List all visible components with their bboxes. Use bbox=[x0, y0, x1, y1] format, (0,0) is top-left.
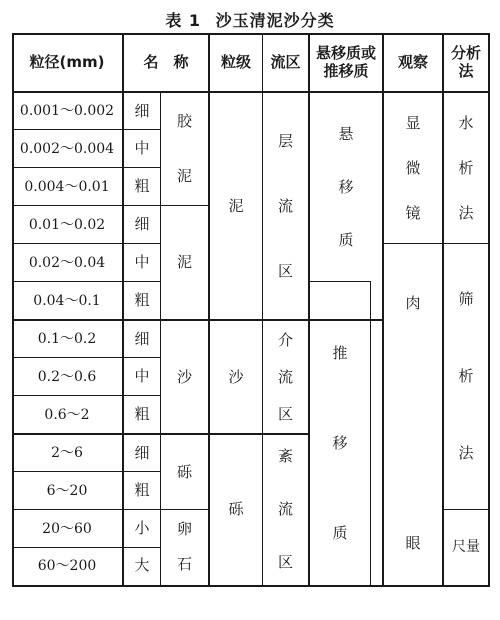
transport-suspended bbox=[310, 93, 382, 281]
name-cobble bbox=[161, 510, 208, 583]
flow-char: 紊 bbox=[277, 446, 293, 465]
subclass-cell: 细 bbox=[134, 101, 150, 120]
size-cell: 0.2～0.6 bbox=[37, 368, 97, 385]
flow-char: 层 bbox=[277, 131, 293, 150]
flow-char: 流 bbox=[277, 499, 293, 518]
grade-gravel: 砾 bbox=[228, 499, 244, 518]
header-observe: 观察 bbox=[397, 52, 428, 71]
size-cell: 6～20 bbox=[46, 482, 88, 499]
table-caption bbox=[0, 8, 500, 31]
header-transport-line1: 悬移质或 bbox=[315, 43, 376, 62]
flow-char: 区 bbox=[277, 552, 293, 571]
name-char: 石 bbox=[176, 554, 192, 573]
observe-naked-eye bbox=[384, 263, 442, 583]
observe-char: 肉 bbox=[405, 293, 421, 312]
flow-laminar bbox=[263, 93, 308, 319]
subclass-cell: 粗 bbox=[134, 481, 150, 499]
caption-number: 表 1 bbox=[165, 11, 202, 30]
method-char: 筛 bbox=[458, 290, 474, 308]
name-char: 泥 bbox=[176, 167, 192, 185]
name-gravel: 砾 bbox=[176, 462, 192, 481]
flow-char: 介 bbox=[277, 330, 293, 349]
subclass-cell: 粗 bbox=[134, 291, 150, 309]
size-cell: 0.004～0.01 bbox=[24, 178, 110, 195]
subclass-cell: 中 bbox=[134, 139, 150, 157]
header-method-line2: 法 bbox=[458, 61, 474, 80]
size-cell: 0.1～0.2 bbox=[37, 331, 97, 347]
caption-title: 沙玉清泥沙分类 bbox=[215, 11, 335, 30]
header-grade: 粒级 bbox=[220, 52, 251, 71]
method-water bbox=[444, 93, 488, 243]
observe-char: 眼 bbox=[405, 533, 421, 552]
subclass-cell: 大 bbox=[134, 556, 150, 574]
size-cell: 60～200 bbox=[37, 557, 97, 574]
subclass-cell: 小 bbox=[134, 519, 150, 537]
transport-char: 质 bbox=[332, 523, 348, 542]
transport-char: 移 bbox=[332, 433, 348, 452]
header-size: 粒径(mm) bbox=[29, 52, 105, 71]
grade-mud: 泥 bbox=[228, 196, 244, 215]
transport-char: 质 bbox=[338, 230, 354, 249]
flow-char: 区 bbox=[277, 261, 293, 280]
subclass-cell: 细 bbox=[134, 329, 150, 348]
name-colloid-mud bbox=[161, 93, 208, 205]
subclass-cell: 细 bbox=[134, 443, 150, 462]
transport-char: 移 bbox=[338, 177, 354, 196]
name-mud: 泥 bbox=[176, 253, 192, 271]
size-cell: 0.001～0.002 bbox=[19, 103, 115, 119]
observe-char: 镜 bbox=[405, 203, 421, 222]
subclass-cell: 细 bbox=[134, 215, 150, 233]
size-cell: 0.02～0.04 bbox=[28, 254, 106, 271]
method-char: 水 bbox=[458, 113, 474, 132]
transport-char: 悬 bbox=[338, 124, 354, 143]
flow-transition bbox=[263, 321, 308, 433]
observe-char: 显 bbox=[405, 113, 421, 132]
header-transport bbox=[310, 33, 382, 91]
transport-rule bbox=[370, 281, 371, 585]
observe-microscope bbox=[384, 93, 442, 243]
subclass-cell: 粗 bbox=[134, 177, 150, 195]
header-flow: 流区 bbox=[270, 52, 301, 71]
flow-char: 流 bbox=[277, 196, 293, 215]
transport-char: 推 bbox=[332, 343, 348, 362]
header-transport-line2: 推移质 bbox=[323, 61, 369, 80]
sediment-classification-table bbox=[12, 33, 488, 585]
subclass-cell: 粗 bbox=[134, 405, 150, 423]
grade-sand: 沙 bbox=[228, 367, 244, 386]
name-char: 胶 bbox=[176, 112, 192, 130]
size-cell: 0.002～0.004 bbox=[19, 140, 115, 157]
size-cell: 20～60 bbox=[42, 520, 92, 537]
subclass-cell: 中 bbox=[134, 253, 150, 271]
transport-bedload bbox=[310, 303, 370, 583]
method-sieve bbox=[444, 244, 488, 509]
size-cell: 0.04～0.1 bbox=[33, 292, 101, 309]
size-cell: 0.01～0.02 bbox=[28, 216, 106, 233]
flow-char: 流 bbox=[277, 367, 293, 386]
method-char: 法 bbox=[458, 444, 474, 462]
method-char: 析 bbox=[458, 158, 474, 177]
flow-turbulent bbox=[263, 435, 308, 583]
flow-char: 区 bbox=[277, 404, 293, 423]
size-cell: 0.6～2 bbox=[44, 406, 90, 423]
header-name: 名 称 bbox=[143, 52, 189, 71]
observe-char: 微 bbox=[405, 158, 421, 177]
method-measure: 尺量 bbox=[452, 538, 480, 555]
subclass-cell: 中 bbox=[134, 367, 150, 385]
header-method bbox=[444, 33, 488, 91]
observe-rule bbox=[382, 243, 442, 244]
name-sand: 沙 bbox=[176, 367, 192, 386]
name-char: 卵 bbox=[176, 519, 192, 538]
method-char: 析 bbox=[458, 367, 474, 385]
size-cell: 2～6 bbox=[51, 445, 83, 461]
transport-rule bbox=[308, 281, 370, 282]
method-char: 法 bbox=[458, 203, 474, 222]
header-method-line1: 分析 bbox=[450, 43, 481, 62]
